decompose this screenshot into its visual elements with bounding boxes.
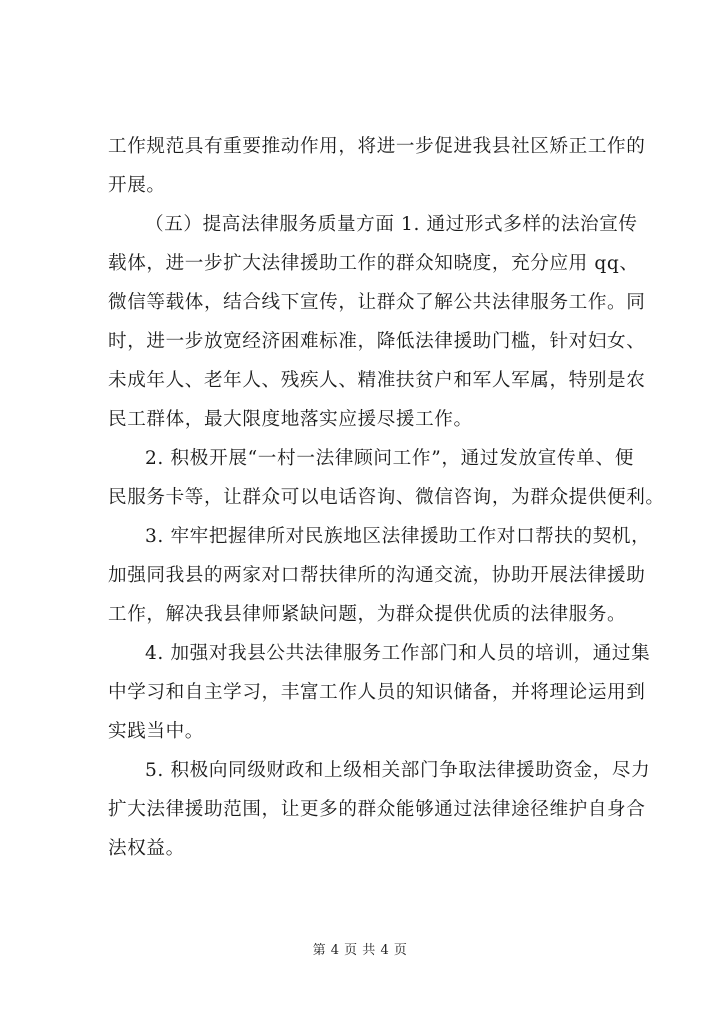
- text-line: 中学习和自主学习，丰富工作人员的知识储备，并将理论运用到: [108, 682, 646, 703]
- text-line: 2. 积极开展“一村一法律顾问工作”，通过发放宣传单、便: [145, 448, 634, 469]
- text-line: （五）提高法律服务质量方面 1. 通过形式多样的法治宣传: [145, 214, 638, 235]
- document-body: [108, 127, 665, 868]
- text-line: 民服务卡等，让群众可以电话咨询、微信咨询，为群众提供便利。: [108, 487, 665, 508]
- text-line: 扩大法律援助范围，让更多的群众能够通过法律途径维护自身合: [108, 799, 646, 820]
- paragraph-item-4: [108, 634, 651, 751]
- paragraph-continuation: [108, 127, 646, 205]
- paragraph-section-five: [108, 205, 646, 439]
- paragraph-item-2: [108, 439, 665, 517]
- text-line: 4. 加强对我县公共法律服务工作部门和人员的培训，通过集: [145, 643, 651, 664]
- text-line: 加强同我县的两家对口帮扶律所的沟通交流，协助开展法律援助: [108, 565, 646, 586]
- text-line: 5. 积极向同级财政和上级相关部门争取法律援助资金，尽力: [145, 760, 651, 781]
- text-line: 开展。: [108, 175, 166, 196]
- text-line: 3. 牢牢把握律所对民族地区法律援助工作对口帮扶的契机，: [145, 526, 651, 547]
- paragraph-item-5: [108, 751, 651, 868]
- text-line: 法权益。: [108, 838, 185, 859]
- text-line: 时，进一步放宽经济困难标准，降低法律援助门槛，针对妇女、: [108, 331, 646, 352]
- text-line: 未成年人、老年人、残疾人、精准扶贫户和军人军属，特别是农: [108, 370, 646, 391]
- text-line: 工作规范具有重要推动作用，将进一步促进我县社区矫正工作的: [108, 136, 646, 157]
- text-line: 实践当中。: [108, 721, 204, 742]
- text-line: 民工群体，最大限度地落实应援尽援工作。: [108, 409, 473, 430]
- page-footer: 第 4 页 共 4 页: [312, 943, 408, 958]
- text-line: 工作，解决我县律师紧缺问题，为群众提供优质的法律服务。: [108, 604, 627, 625]
- paragraph-item-3: [108, 517, 651, 634]
- text-line: 载体，进一步扩大法律援助工作的群众知晓度，充分应用 qq、: [108, 253, 639, 274]
- text-line: 微信等载体，结合线下宣传，让群众了解公共法律服务工作。同: [108, 292, 646, 313]
